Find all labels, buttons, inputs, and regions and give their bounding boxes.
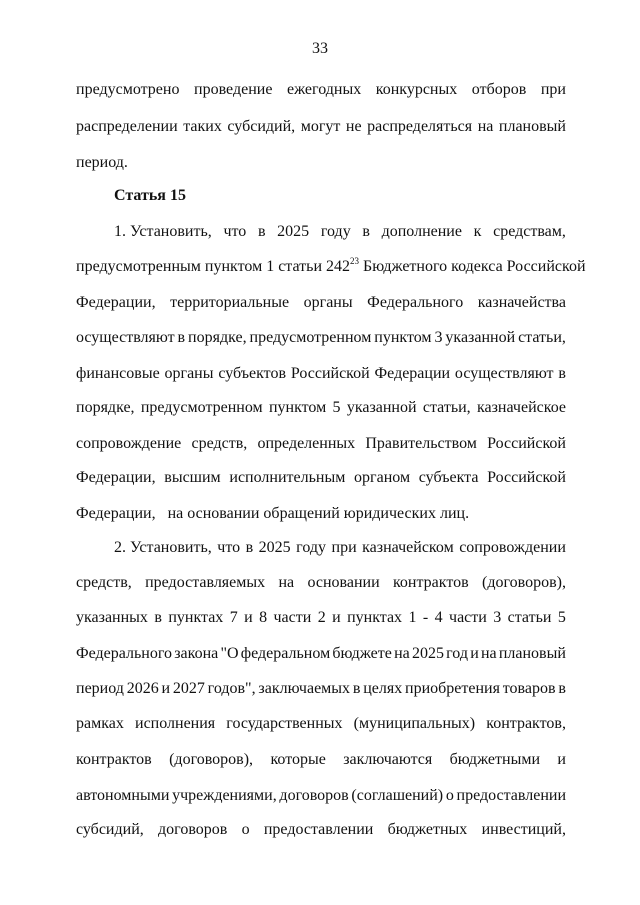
word: исполнительным <box>229 469 346 486</box>
word: высшим <box>164 469 221 486</box>
word: статьи, <box>518 329 566 346</box>
word: контрактов <box>76 751 152 768</box>
word: 2027 <box>172 680 205 697</box>
word: о <box>445 787 454 804</box>
word: 1. Установить, <box>114 223 212 240</box>
word: казначейское <box>476 399 566 416</box>
word: определенных <box>257 435 356 452</box>
word: в <box>154 609 162 626</box>
word: предоставляемых <box>145 574 266 591</box>
word: пунктах <box>347 609 403 626</box>
text-line <box>76 434 566 454</box>
line-text: период. <box>76 154 128 171</box>
word: казначейском <box>362 539 454 556</box>
word: что <box>217 539 241 556</box>
word: Федерации, <box>76 294 156 311</box>
word: предусмотренном <box>249 329 372 346</box>
word: пунктом <box>268 399 327 416</box>
text-line <box>114 538 566 558</box>
word: закона <box>174 645 219 662</box>
word: году <box>296 539 326 556</box>
word: годов", <box>207 680 256 697</box>
text-line <box>76 644 566 664</box>
word: 5 <box>557 609 566 626</box>
word: органы <box>303 294 353 311</box>
word: казначейства <box>477 294 566 311</box>
word: могут <box>300 118 341 135</box>
word: на <box>278 574 295 591</box>
word: осуществляют <box>76 329 175 346</box>
word: 7 <box>229 609 238 626</box>
word: органом <box>354 469 411 486</box>
word: плановый <box>498 645 566 662</box>
text-line <box>76 364 566 384</box>
word: и <box>557 751 566 768</box>
word: приобретения <box>405 680 500 697</box>
word: в <box>558 680 566 697</box>
text-line <box>76 504 566 524</box>
word: субъекта <box>418 469 479 486</box>
word: распределяться <box>367 118 473 135</box>
line-text-after: Бюджетного кодекса Российской <box>359 258 586 275</box>
word: средствам, <box>493 223 566 240</box>
word: учреждениями, <box>172 787 277 804</box>
word: бюджетными <box>449 751 540 768</box>
word: Федерации <box>374 365 451 382</box>
word: не <box>345 118 362 135</box>
word: субъектов <box>218 365 287 382</box>
word: на <box>477 118 494 135</box>
text-line <box>76 153 566 173</box>
word: заключаемых <box>258 680 351 697</box>
text-line <box>76 714 566 734</box>
text-line <box>76 608 566 628</box>
word: субсидий, <box>227 118 296 135</box>
word: государственных <box>226 715 343 732</box>
word: при <box>540 81 566 98</box>
word: бюджете <box>332 645 392 662</box>
word: договоров <box>158 821 228 838</box>
word: на <box>394 645 410 662</box>
word: статьи <box>507 609 552 626</box>
page-number: 33 <box>312 40 328 57</box>
word: федеральном <box>240 645 331 662</box>
word: 3 <box>434 329 443 346</box>
word: средств, <box>76 574 132 591</box>
text-line <box>76 679 566 699</box>
word: предоставлении <box>456 787 566 804</box>
text-line <box>76 786 566 806</box>
word: товаров <box>502 680 556 697</box>
word: распределении <box>76 118 178 135</box>
word: 2026 <box>126 680 159 697</box>
text-line <box>114 222 566 242</box>
word: 2025 <box>277 223 310 240</box>
word: территориальные <box>170 294 290 311</box>
word: инвестиций, <box>481 821 566 838</box>
word: указанной <box>445 329 516 346</box>
word: указанной <box>346 399 417 416</box>
word: предоставлении <box>263 821 374 838</box>
word: и <box>332 609 341 626</box>
text-line <box>76 80 566 100</box>
word: ежегодных <box>286 81 362 98</box>
word: в <box>352 680 361 697</box>
word: 2025 <box>258 539 291 556</box>
word: средств, <box>191 435 248 452</box>
word: (договоров), <box>169 751 254 768</box>
text-line <box>76 398 566 418</box>
word: основании <box>307 574 380 591</box>
word: 4 <box>434 609 443 626</box>
word: целях <box>363 680 403 697</box>
text-line <box>76 468 566 488</box>
line-text: предусмотренным пунктом 1 статьи 242 <box>76 258 351 275</box>
word: заключаются <box>343 751 433 768</box>
word: 8 <box>259 609 268 626</box>
word: 5 <box>332 399 341 416</box>
word: органы <box>164 365 214 382</box>
word: рамках <box>76 715 124 732</box>
text-line <box>76 750 566 770</box>
word: в <box>257 223 266 240</box>
word: проведение <box>194 81 273 98</box>
word: и <box>244 609 253 626</box>
word: на <box>480 645 497 662</box>
word: предусмотренном <box>140 399 263 416</box>
word: Федерации, <box>76 469 156 486</box>
word: при <box>331 539 357 556</box>
word: (муниципальных) <box>353 715 476 732</box>
word: порядке, <box>76 399 135 416</box>
word: Федерального <box>76 645 173 662</box>
text-line <box>76 820 566 840</box>
word: год <box>446 645 468 662</box>
text-line <box>76 117 566 137</box>
word: плановый <box>498 118 566 135</box>
word: исполнения <box>135 715 216 732</box>
word: и <box>470 645 479 662</box>
word: дополнение <box>381 223 462 240</box>
word: контрактов <box>392 574 469 591</box>
word: "О <box>220 645 239 662</box>
word: - <box>422 609 429 626</box>
word: порядке, <box>188 329 247 346</box>
word: сопровождение <box>76 435 182 452</box>
word: сопровождении <box>459 539 566 556</box>
word: в <box>558 365 566 382</box>
word: о <box>241 821 250 838</box>
word: финансовые <box>76 365 160 382</box>
word: Российской <box>290 365 370 382</box>
word: субсидий, <box>76 821 144 838</box>
word: 2 <box>317 609 326 626</box>
text-line <box>76 328 566 348</box>
article-heading: Статья 15 <box>114 187 186 204</box>
word: Российской <box>487 435 566 452</box>
text-line <box>76 293 566 313</box>
word: 1 <box>408 609 417 626</box>
word: 2025 <box>411 645 444 662</box>
word: что <box>223 223 247 240</box>
word: конкурсных <box>375 81 458 98</box>
word: 2. Установить, <box>114 539 212 556</box>
text-line <box>76 255 586 277</box>
word: указанных <box>76 609 148 626</box>
word: Правительством <box>365 435 477 452</box>
word: части <box>273 609 312 626</box>
word: осуществляют <box>454 365 554 382</box>
word: которые <box>270 751 326 768</box>
word: таких <box>183 118 222 135</box>
text-line <box>76 573 566 593</box>
word: в <box>177 329 186 346</box>
word: и <box>161 680 171 697</box>
word: договоров <box>279 787 349 804</box>
word: бюджетных <box>387 821 468 838</box>
word: в <box>245 539 254 556</box>
word: 3 <box>493 609 502 626</box>
word: предусмотрено <box>76 81 180 98</box>
word: к <box>473 223 482 240</box>
word: части <box>449 609 487 626</box>
word: контрактов, <box>486 715 566 732</box>
word: пунктах <box>168 609 224 626</box>
word: (соглашений) <box>351 787 444 804</box>
word: в <box>362 223 370 240</box>
word: период <box>76 680 124 697</box>
word: Российской <box>487 469 566 486</box>
line-text: Федерации, на основании обращений юридических лиц. <box>76 505 470 522</box>
word: автономными <box>76 787 170 804</box>
word: отборов <box>471 81 527 98</box>
word: статьи, <box>422 399 471 416</box>
superscript: 23 <box>350 255 360 266</box>
word: пунктом <box>374 329 432 346</box>
word: Федерального <box>367 294 464 311</box>
word: году <box>320 223 351 240</box>
word: (договоров), <box>481 574 566 591</box>
